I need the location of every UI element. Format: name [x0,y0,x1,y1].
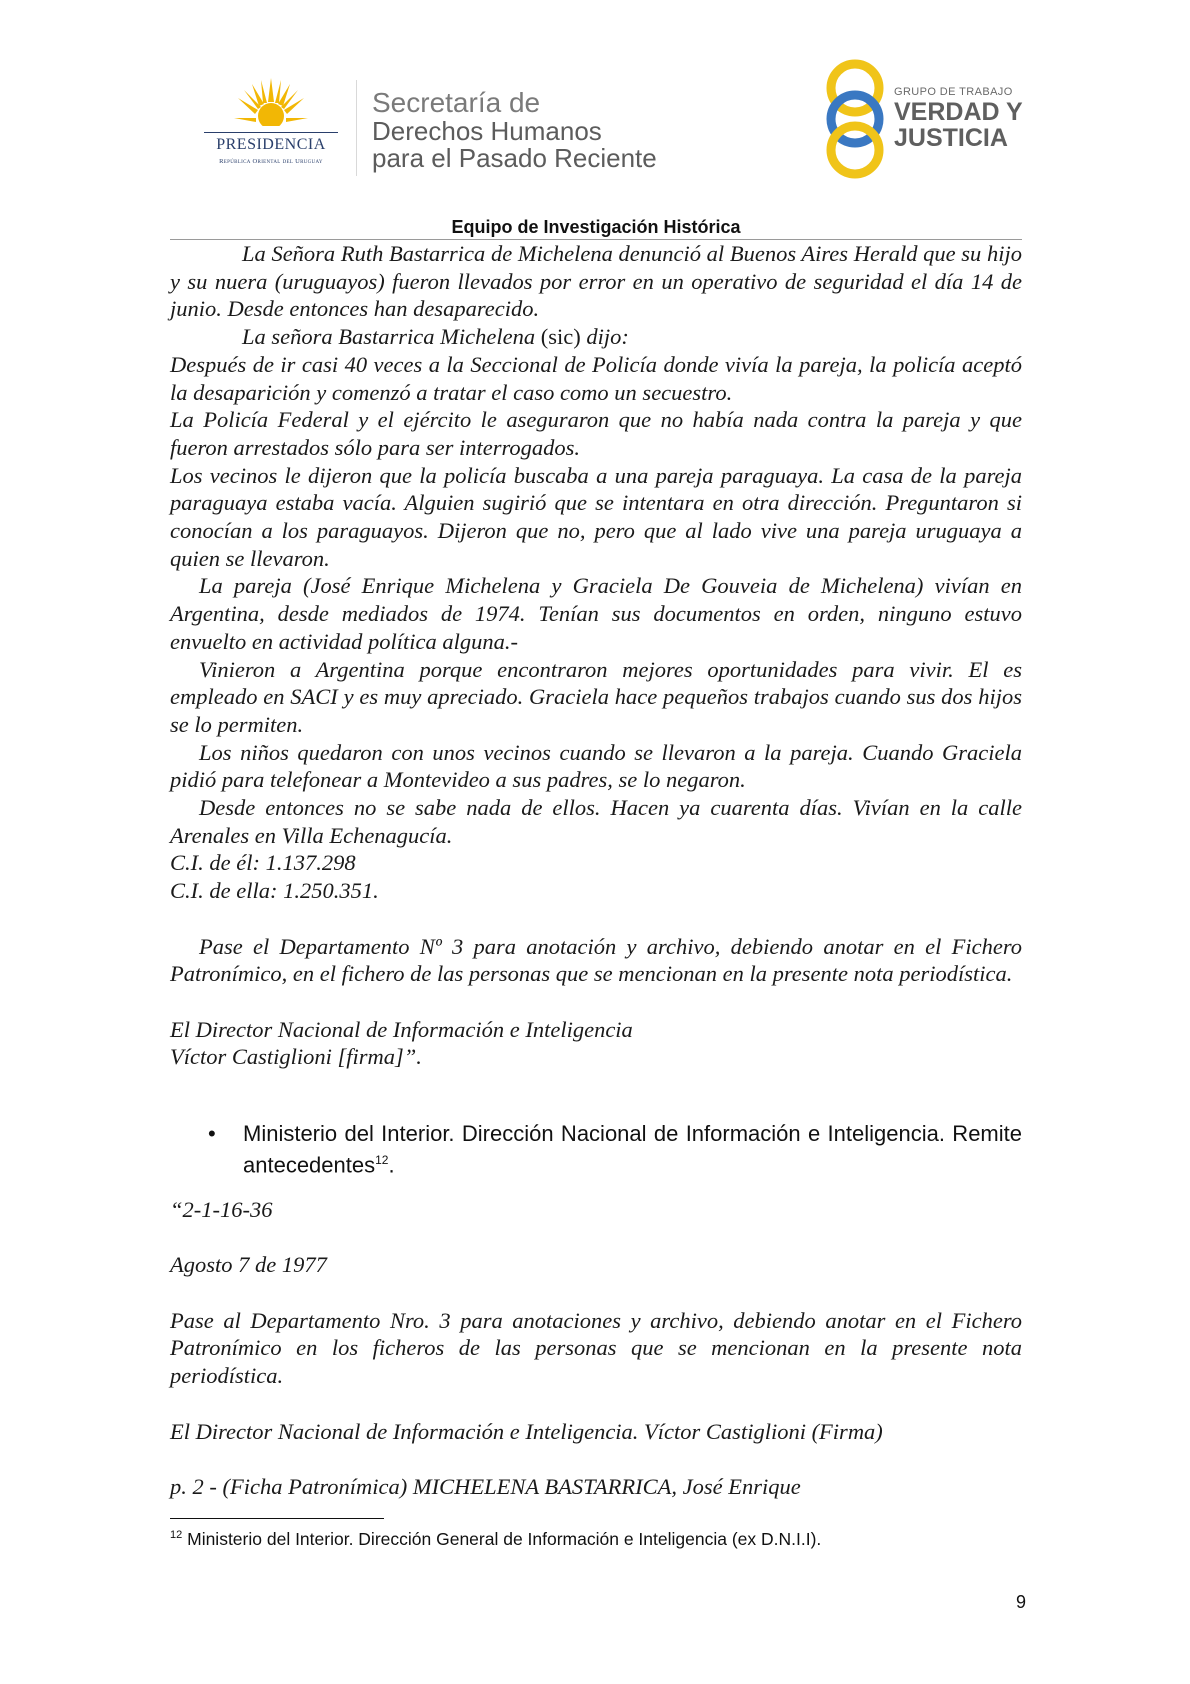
header-divider [356,80,357,176]
bullet-item [170,1120,1022,1178]
verdad-justicia-text [894,86,1023,151]
sun-icon [234,76,308,134]
signature-line: Víctor Castiglioni [firma]”. [170,1044,422,1070]
director-line: El Director Nacional de Información e Inteligencia [170,1016,633,1042]
verdad-justicia-logo [820,56,1030,182]
ci-line: C.I. de ella: 1.250.351. [170,878,379,904]
paragraph: Pase al Departamento Nro. 3 para anotaciones y archivo, debiendo anotar en el Fichero Patronímico en los ficheros de las personas que se mencionan en la presente nota periodística. [170,1307,1022,1389]
bullet-label: Ministerio del Interior. Dirección Nacional de Información e Inteligencia. Remite antecedentes [243,1121,1022,1178]
spacer [170,1279,1022,1307]
text-span: dijo: [580,324,629,350]
secretaria-logo-text [372,88,702,172]
footnote-rule [170,1518,384,1519]
ci-line: C.I. de él: 1.137.298 [170,850,356,876]
page-header [0,0,1190,200]
date-line: Agosto 7 de 1977 [170,1252,327,1278]
paragraph: La pareja (José Enrique Michelena y Graciela De Gouveia de Michelena) vivían en Argentina, desde mediados de 1974. Tenían sus documentos en orden, ninguno estuvo envuelto en actividad política alguna.- [170,573,1022,654]
director-line: El Director Nacional de Información e Inteligencia. Víctor Castiglioni (Firma) [170,1418,883,1444]
paragraph: Los niños quedaron con unos vecinos cuando se llevaron a la pareja. Cuando Graciela pidió para telefonear a Montevideo a sus padres, se lo negaron. [170,739,1022,793]
bullet-text [243,1120,1022,1178]
team-heading: Equipo de Investigación Histórica [451,217,741,237]
presidencia-logo [196,72,346,182]
page-number: 9 [1015,1592,1026,1612]
paragraph: Desde entonces no se sabe nada de ellos. Hacen ya cuarenta días. Vivían en la calle Arenales en Villa Echenagucía. [170,795,1022,848]
secretaria-line-1: Secretaría de [372,87,541,118]
code-line: “2-1-16-36 [170,1197,273,1222]
text-span: (sic) [540,324,581,350]
paragraph: Vinieron a Argentina porque encontraron mejores oportunidades para vivir. El es empleado en SACI y es muy apreciado. Graciela hace pequeños trabajos cuando sus dos hijos se lo permiten. [170,656,1022,737]
paragraph: La Policía Federal y el ejército le aseguraron que no había nada contra la pareja y que fueron arrestados sólo para ser interrogados. [170,407,1022,460]
paragraph: La Señora Ruth Bastarrica de Michelena denunció al Buenos Aires Herald que su hijo y su nuera (uruguayos) fueron llevados por error en un operativo de seguridad el día 14 de junio. Desde entonces han desaparecido. [170,241,1022,322]
spacer [170,905,1022,933]
paragraph [170,323,1022,351]
vj-line-3: JUSTICIA [894,124,1008,152]
paragraph: Después de ir casi 40 veces a la Seccional de Policía donde vivía la pareja, la policía aceptó la desaparición y comenzó a tratar el caso como un secuestro. [170,351,1022,405]
document-body-2 [170,1196,1022,1501]
paragraph: Pase el Departamento Nº 3 para anotación y archivo, debiendo anotar en el Fichero Patronímico, en el fichero de las personas que se mencionan en la presente nota periodística. [170,933,1022,987]
vj-line-2: VERDAD Y [894,98,1023,126]
secretaria-line-2: Derechos Humanos [372,116,602,146]
document-body [170,240,1022,1071]
text-span: La señora Bastarrica Michelena [242,324,541,350]
spacer [170,988,1022,1016]
presidencia-name: PRESIDENCIA [216,136,326,153]
vj-line-1: GRUPO DE TRABAJO [894,86,1013,98]
spacer [170,1224,1022,1252]
footnote [170,1525,1022,1550]
secretaria-line-3: para el Pasado Reciente [372,143,657,173]
footnote-text: Ministerio del Interior. Dirección General de Información e Inteligencia (ex D.N.I.I). [182,1528,822,1549]
presidencia-subtitle: República Oriental del Uruguay [219,158,323,165]
bullet-icon: • [208,1121,216,1146]
spacer [170,1445,1022,1473]
presidencia-rule [204,132,338,133]
footnote-number: 12 [170,1529,183,1541]
ficha-line: p. 2 - (Ficha Patronímica) MICHELENA BASTARRICA, José Enrique [170,1473,801,1499]
bullet-end: . [388,1152,395,1178]
paragraph: Los vecinos le dijeron que la policía buscaba a una pareja paraguaya. La casa de la pareja paraguaya estaba vacía. Alguien sugirió que se intentara en otra dirección. Preguntaron si conocían a los paraguayos. Dijeron que no, pero que al lado vive una pareja uruguaya a quien se llevaron. [170,462,1022,571]
spacer [170,1390,1022,1418]
footnote-ref[interactable]: 12 [375,1153,389,1167]
rings-icon [820,56,890,182]
